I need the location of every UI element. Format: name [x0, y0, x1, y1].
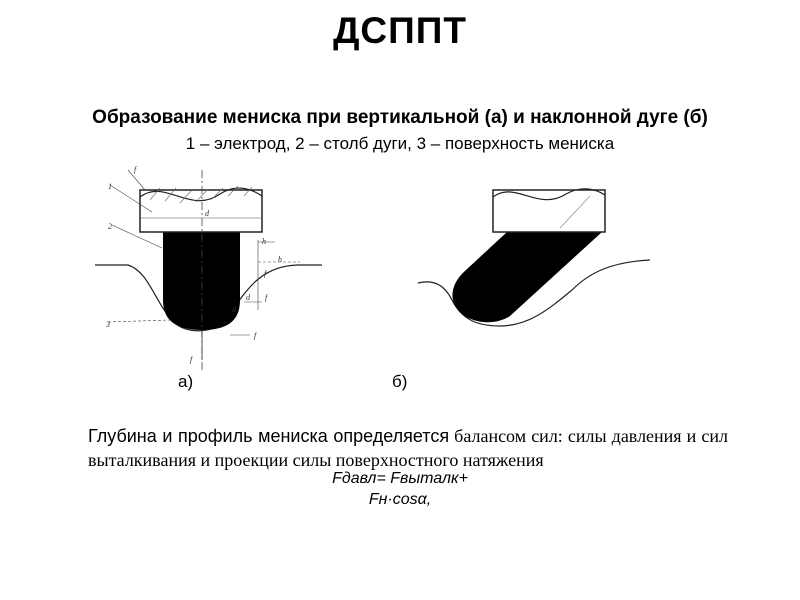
label-f-right: f [264, 269, 267, 278]
figure-a [95, 165, 322, 372]
label-d-small: d [246, 293, 250, 302]
figure-b [418, 189, 650, 326]
label-2: 2 [108, 222, 112, 231]
label-d-small-2: d [232, 305, 236, 314]
paragraph-part-1: Глубина и профиль мениска определяется [88, 426, 450, 446]
label-f-small-1: f [265, 293, 268, 302]
paragraph-part-2: балансом сил: силы давления и сил выталкивания и проекции силы поверхностного натяжения [88, 426, 728, 470]
caption-b: б) [392, 372, 408, 391]
formula-line-2: Fн·cosα, [368, 491, 432, 508]
electrode-b [493, 190, 605, 232]
caption-a: а) [178, 372, 194, 391]
figure-subtitle: Образование мениска при вертикальной (а) и наклонной дуге (б) [92, 107, 708, 128]
figure-legend: 1 – электрод, 2 – столб дуги, 3 – поверхность мениска [185, 134, 615, 153]
label-1: 1 [108, 182, 112, 191]
label-f-top: f [134, 165, 137, 174]
formula-line-1: Fдавл= Fвыталк+ [332, 470, 468, 487]
label-h-right: h [278, 255, 282, 264]
arc-column-a [163, 232, 240, 330]
label-f-small-2: f [254, 331, 257, 340]
label-f-bottom: f [190, 355, 193, 364]
label-d-electrode: d [205, 209, 209, 218]
body-paragraph [88, 424, 728, 472]
label-h-a: h [262, 237, 266, 246]
page-title: ДСППТ [333, 10, 467, 51]
label-3: 3 [106, 320, 110, 329]
arc-column-b [452, 232, 602, 322]
